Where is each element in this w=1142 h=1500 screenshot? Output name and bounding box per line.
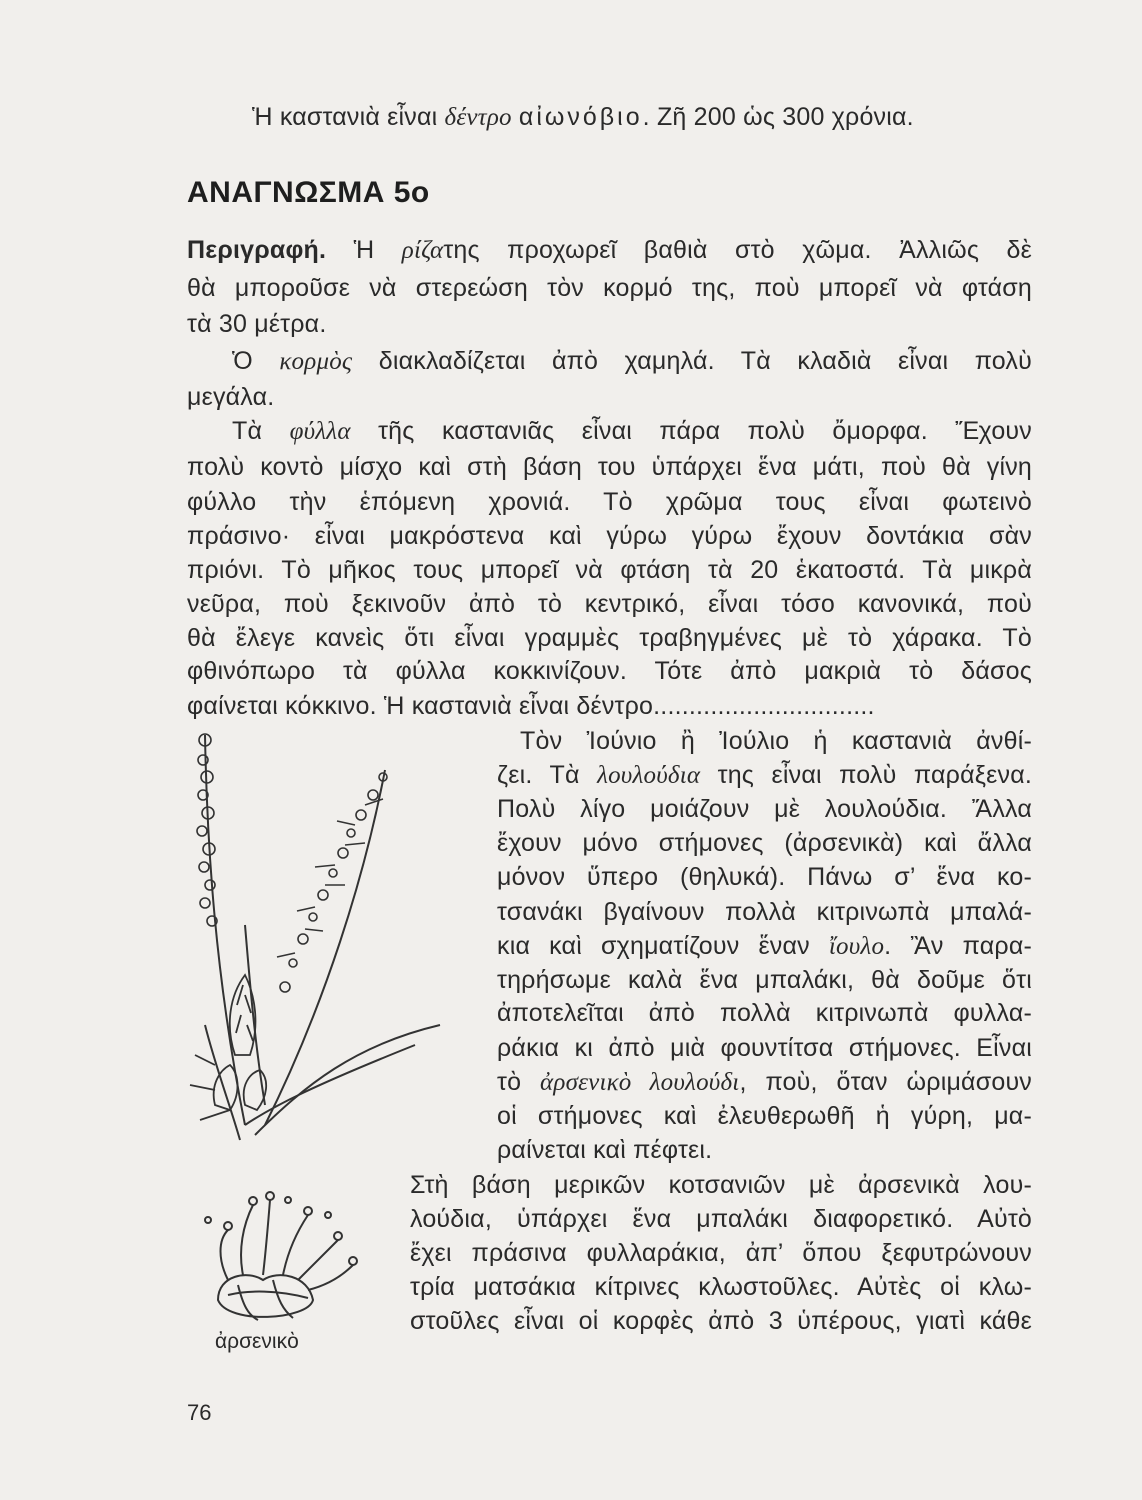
text-line-19: μόνον ὕπερο (θηλυκά). Πάνω σ’ ἕνα κο- <box>497 863 1032 891</box>
text-line-21 <box>497 929 1032 964</box>
italic-term: φύλλα <box>289 418 351 445</box>
text-line-8: φύλλο τὴν ἑπόμενη χρονιά. Τὸ χρῶμα τους εἶναι φωτεινὸ <box>187 488 1032 516</box>
text-line-20: τσανάκι βγαίνουν πολλὰ κιτρινωπὰ μπαλά- <box>497 898 1032 926</box>
text-span: . Ἂν παρα- <box>884 932 1032 960</box>
text-span: Ἡ <box>326 236 402 264</box>
text-span: ζει. Τὰ <box>497 761 598 789</box>
text-line-11: νεῦρα, ποὺ ξεκινοῦν ἀπὸ τὸ κεντρικό, εἶναι τόσο κανονικά, ποὺ <box>187 590 1032 618</box>
text-line-4 <box>232 344 1032 379</box>
text-line-10: πριόνι. Τὸ μῆκος τους μπορεῖ νὰ φτάση τὰ 20 ἑκατοστά. Τὰ μικρὰ <box>187 556 1032 584</box>
text-span: κια καὶ σχηματίζουν ἕναν <box>497 932 829 960</box>
text-line-23: ἀποτελεῖται ἀπὸ πολλὰ κιτρινωπὰ φυλλα- <box>497 999 1032 1027</box>
text-line-18: ἔχουν μόνο στήμονες (ἀρσενικὰ) καὶ ἄλλα <box>497 829 1032 857</box>
text-line-16 <box>497 758 1032 793</box>
figure-caption: ἀρσενικὸ <box>215 1330 299 1353</box>
text-line-12: θὰ ἔλεγε κανεὶς ὅτι εἶναι γραμμὲς τραβηγμένες μὲ τὸ χάρακα. Τὸ <box>187 624 1032 652</box>
text-line-15: Τὸν Ἰούνιο ἢ Ἰούλιο ἡ καστανιὰ ἀνθί- <box>520 727 1032 755</box>
text-span: Τὰ <box>232 417 290 445</box>
italic-term: ἀρσενικὸ λουλούδι <box>540 1069 740 1096</box>
paragraph-heading: Περιγραφή. <box>187 236 327 264</box>
section-title: ΑΝΑΓΝΩΣΜΑ 5ο <box>187 176 430 209</box>
text-span: . Ζῆ 200 ὡς 300 χρόνια. <box>642 103 914 131</box>
page-number: 76 <box>187 1400 212 1425</box>
italic-term: ρίζα <box>401 237 444 264</box>
text-line-7: πολὺ κοντὸ μίσχο καὶ στὴ βάση του ὑπάρχει ἕνα μάτι, ποὺ θὰ γίνη <box>187 453 1032 481</box>
text-span: , ποὺ, ὅταν ὡριμάσουν <box>739 1068 1033 1096</box>
text-line-6 <box>232 414 1032 449</box>
text-line-28: Στὴ βάση μερικῶν κοτσανιῶν μὲ ἀρσενικὰ λου- <box>410 1171 1032 1199</box>
text-line-3: τὰ 30 μέτρα. <box>187 310 327 338</box>
italic-term: λουλούδια <box>597 762 701 789</box>
text-line-13: φθινόπωρο τὰ φύλλα κοκκινίζουν. Τότε ἀπὸ μακριὰ τὸ δάσος <box>187 657 1032 685</box>
text-span: Ὁ <box>232 347 280 375</box>
text-line-5: μεγάλα. <box>187 383 275 411</box>
text-line-31: τρία ματσάκια κίτρινες κλωστοῦλες. Αὐτὲς οἱ κλω- <box>410 1273 1032 1301</box>
text-line-2: θὰ μποροῦσε νὰ στερεώση τὸν κορμό της, ποὺ μπορεῖ νὰ φτάση <box>187 274 1032 302</box>
text-line-9: πράσινο· εἶναι μακρόστενα καὶ γύρω γύρω ἔχουν δοντάκια σὰν <box>187 522 1032 550</box>
text-line-22: τηρήσωμε καλὰ ἕνα μπαλάκι, θὰ δοῦμε ὅτι <box>497 966 1032 994</box>
text-line-14: φαίνεται κόκκινο. Ἡ καστανιὰ εἶναι δέντρο............................... <box>187 692 875 720</box>
chestnut-catkin-illustration <box>185 725 465 1165</box>
text-line-26: οἱ στήμονες καὶ ἐλευθερωθῆ ἡ γύρη, μα- <box>497 1102 1032 1130</box>
italic-term: δέντρο <box>444 104 512 131</box>
text-span: τὸ <box>497 1068 541 1096</box>
text-span: τῆς καστανιᾶς εἶναι πάρα πολὺ ὄμορφα. Ἔχουν <box>350 417 1032 445</box>
text-span: διακλαδίζεται ἀπὸ χαμηλά. Τὰ κλαδιὰ εἶναι πολὺ <box>352 347 1033 375</box>
text-line-29: λούδια, ὑπάρχει ἕνα μπαλάκι διαφορετικό. Αὐτὸ <box>410 1205 1032 1233</box>
text-span: Ἡ καστανιὰ εἶναι <box>252 103 445 131</box>
spaced-term: αἰωνόβιο <box>518 103 643 131</box>
female-flower-illustration <box>188 1180 368 1330</box>
italic-term: ἴουλο <box>828 933 885 960</box>
text-line-32: στοῦλες εἶναι οἱ κορφὲς ἀπὸ 3 ὑπέρους, γιατὶ κάθε <box>410 1307 1032 1335</box>
text-span: της εἶναι πολὺ παράξενα. <box>700 761 1032 789</box>
text-line-25 <box>497 1065 1032 1100</box>
text-line-24: ράκια κι ἀπὸ μιὰ φουντίτσα στήμονες. Εἶναι <box>497 1034 1032 1062</box>
text-line-17: Πολὺ λίγο μοιάζουν μὲ λουλούδια. Ἄλλα <box>497 795 1032 823</box>
text-line-27: ραίνεται καὶ πέφτει. <box>497 1136 713 1164</box>
text-line-30: ἔχει πράσινα φυλλαράκια, ἀπ’ ὅπου ξεφυτρώνουν <box>410 1239 1032 1267</box>
text-span: της προχωρεῖ βαθιὰ στὸ χῶμα. Ἀλλιῶς δὲ <box>443 236 1032 264</box>
text-line-1 <box>187 233 1032 268</box>
italic-term: κορμὸς <box>279 348 353 375</box>
text-line-0 <box>252 100 1097 135</box>
